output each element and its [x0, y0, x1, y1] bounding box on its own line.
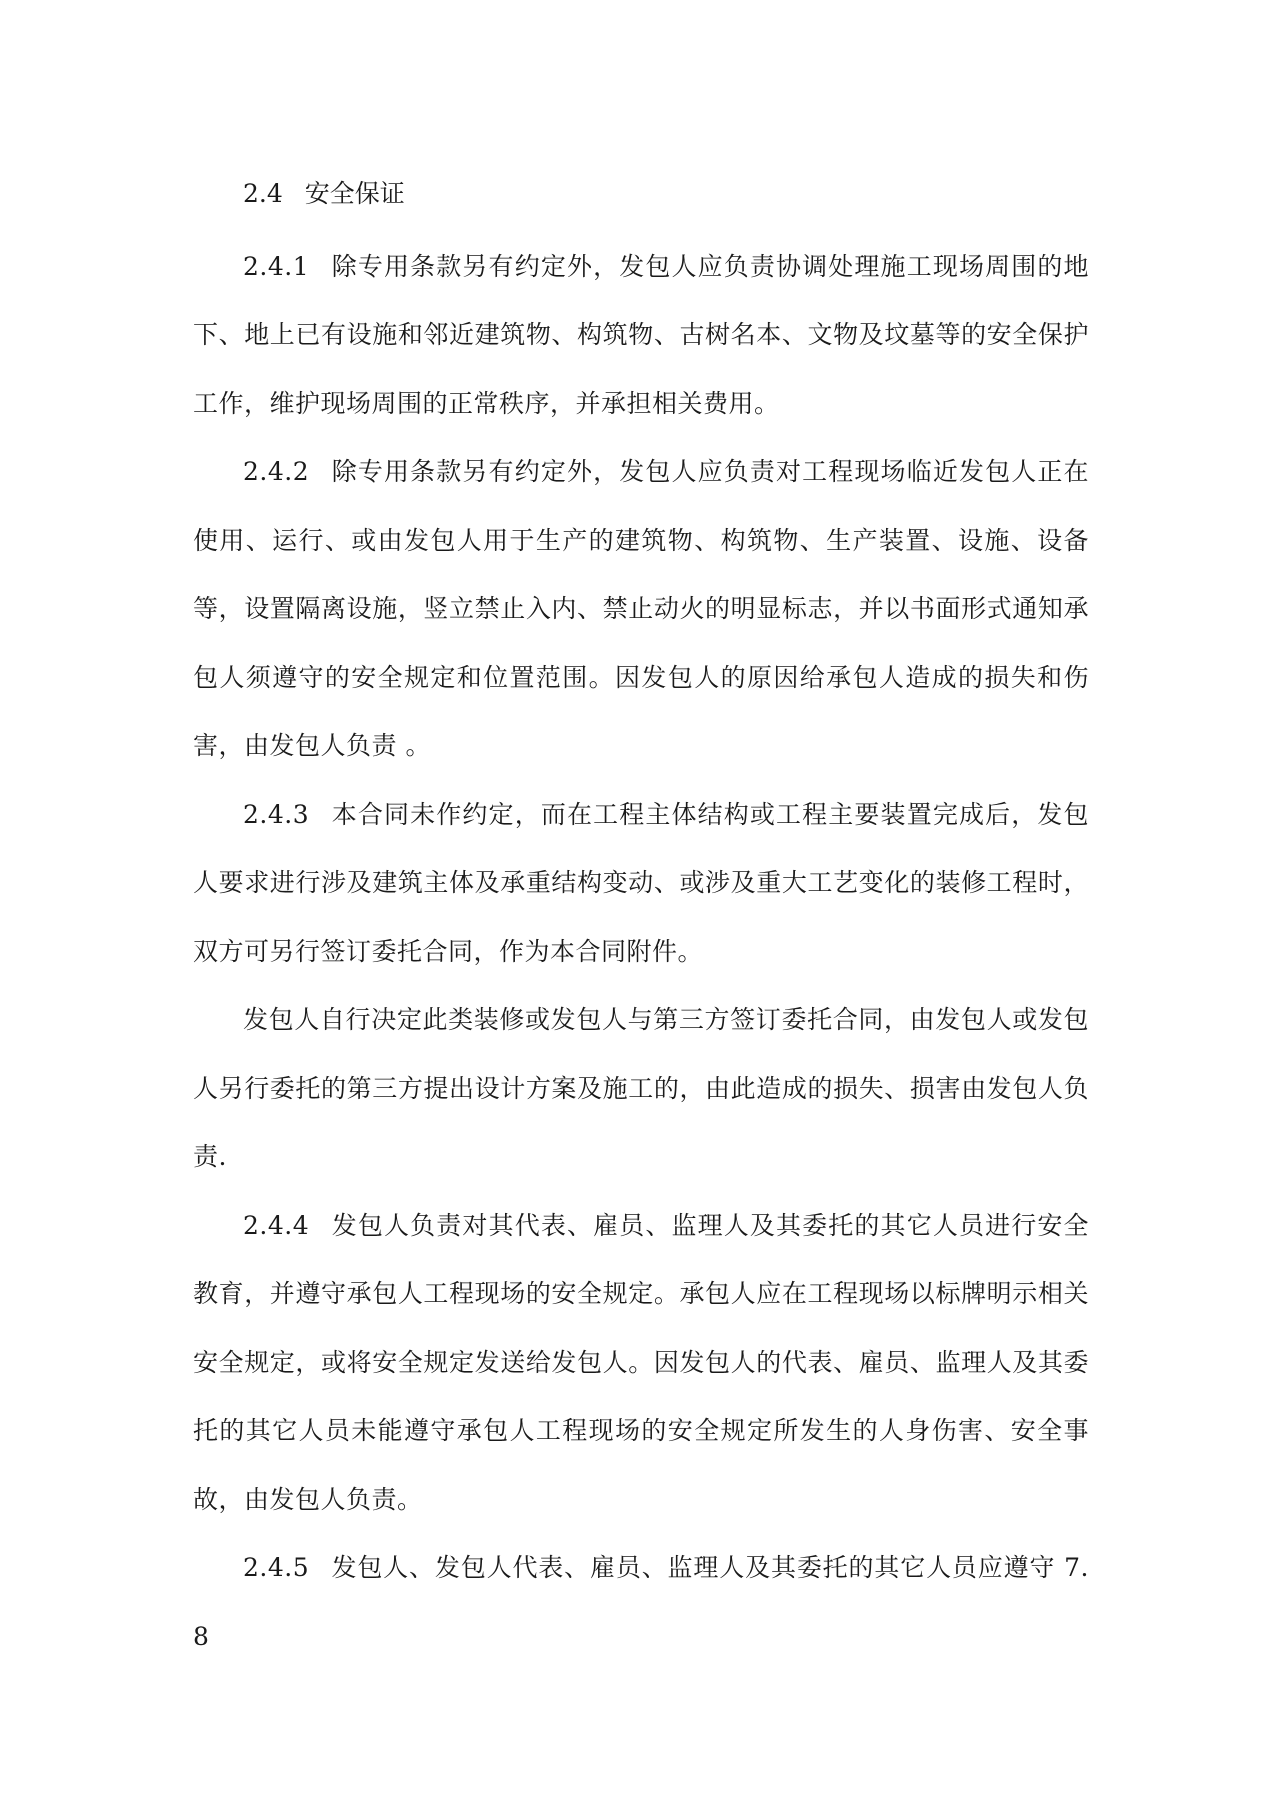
clause-text: 发包人负责对其代表、雇员、监理人及其委托的其它人员进行安全教育，并遵守承包人工程现场的安全规定。承包人应在工程现场以标牌明示相关安全规定，或将安全规定发送给发包人。因发包人的代表、雇员、监理人及其委托的其它人员未能遵守承包人工程现场的安全规定所发生的人身伤害、安全事故，由发包人负责。	[193, 1210, 1089, 1514]
clause-2-4-3-continuation	[193, 986, 1089, 1192]
clause-text: 发包人自行决定此类装修或发包人与第三方签订委托合同，由发包人或发包人另行委托的第三方提出设计方案及施工的，由此造成的损失、损害由发包人负责.	[193, 1005, 1089, 1171]
clause-2-4-1	[193, 233, 1089, 439]
clause-number: 2.4.1	[243, 251, 310, 281]
document-body	[193, 160, 1089, 1671]
clause-2-4-3	[193, 781, 1089, 987]
section-title: 安全保证	[304, 179, 405, 208]
clause-2-4-2	[193, 438, 1089, 781]
clause-number: 2.4.3	[243, 799, 310, 829]
clause-number: 2.4.2	[243, 457, 310, 486]
clause-2-4-5	[193, 1534, 1089, 1671]
clause-text: 本合同未作约定，而在工程主体结构或工程主要装置完成后，发包人要求进行涉及建筑主体及承重结构变动、或涉及重大工艺变化的装修工程时，双方可另行签订委托合同，作为本合同附件。	[193, 799, 1089, 966]
section-heading	[193, 160, 1089, 229]
clause-text: 除专用条款另有约定外，发包人应负责对工程现场临近发包人正在使用、运行、或由发包人用于生产的建筑物、构筑物、生产装置、设施、设备等，设置隔离设施，竖立禁止入内、禁止动火的明显标志，并以书面形式通知承包人须遵守的安全规定和位置范围。因发包人的原因给承包人造成的损失和伤害，由发包人负责 。	[193, 457, 1089, 760]
section-number: 2.4	[243, 179, 283, 208]
clause-2-4-4	[193, 1192, 1089, 1535]
clause-number: 2.4.5	[243, 1553, 310, 1582]
clause-number: 2.4.4	[243, 1210, 310, 1240]
clause-text: 除专用条款另有约定外，发包人应负责协调处理施工现场周围的地下、地上已有设施和邻近建筑物、构筑物、古树名本、文物及坟墓等的安全保护工作，维护现场周围的正常秩序，并承担相关费用。	[193, 251, 1089, 418]
clause-text: 发包人、发包人代表、雇员、监理人及其委托的其它人员应遵守 7.8	[193, 1553, 1089, 1651]
